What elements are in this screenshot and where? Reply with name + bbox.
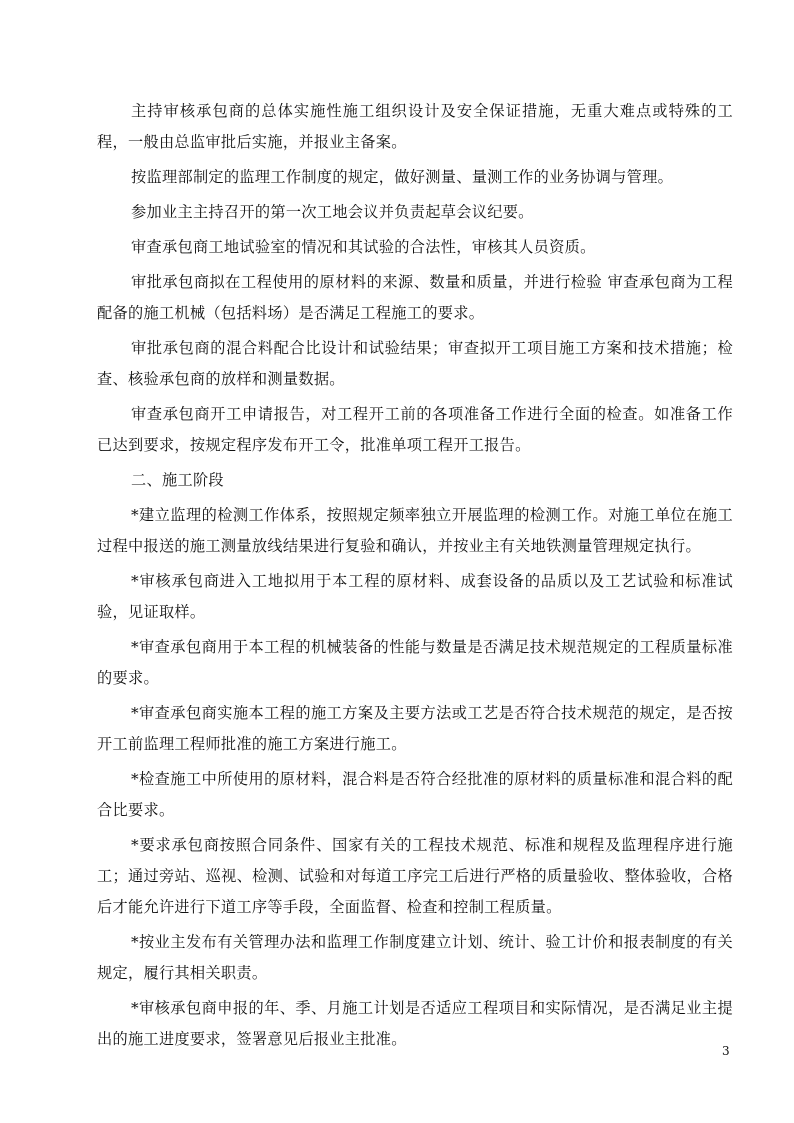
paragraph: 审批承包商拟在工程使用的原材料的来源、数量和质量，并进行检验 审查承包商为工程配备的施工机械（包括料场）是否满足工程施工的要求。 — [97, 273, 733, 322]
section-heading: 二、施工阶段 — [131, 471, 224, 489]
paragraph: 审查承包商开工申请报告，对工程开工前的各项准备工作进行全面的检查。如准备工作已达到要求，按规定程序发布开工令，批准单项工程开工报告。 — [97, 405, 733, 454]
paragraph: 参加业主主持召开的第一次工地会议并负责起草会议纪要。 — [131, 203, 534, 221]
paragraph: 主持审核承包商的总体实施性施工组织设计及安全保证措施，无重大难点或特殊的工程，一般由总监审批后实施，并报业主备案。 — [97, 102, 733, 151]
paragraph: *建立监理的检测工作体系，按照规定频率独立开展监理的检测工作。对施工单位在施工过程中报送的施工测量放线结果进行复验和确认，并按业主有关地铁测量管理规定执行。 — [97, 506, 733, 555]
paragraph: 审批承包商的混合料配合比设计和试验结果；审查拟开工项目施工方案和技术措施；检查、核验承包商的放样和测量数据。 — [97, 339, 733, 388]
paragraph: *要求承包商按照合同条件、国家有关的工程技术规范、标准和规程及监理程序进行施工；通过旁站、巡视、检测、试验和对每道工序完工后进行严格的质量验收、整体验收，合格后才能允许进行下道工序等手段，全面监督、检查和控制工程质量。 — [97, 836, 733, 916]
paragraph: *审查承包商用于本工程的机械装备的性能与数量是否满足技术规范规定的工程质量标准的要求。 — [97, 638, 733, 687]
paragraph: *审查承包商实施本工程的施工方案及主要方法或工艺是否符合技术规范的规定，是否按开工前监理工程师批准的施工方案进行施工。 — [97, 704, 733, 753]
page-number: 3 — [722, 1044, 730, 1058]
paragraph: 审查承包商工地试验室的情况和其试验的合法性，审核其人员资质。 — [131, 238, 596, 256]
body-text — [97, 96, 733, 1059]
paragraph: *审核承包商进入工地拟用于本工程的原材料、成套设备的品质以及工艺试验和标准试验，见证取样。 — [97, 572, 733, 621]
paragraph: 按监理部制定的监理工作制度的规定，做好测量、量测工作的业务协调与管理。 — [131, 168, 674, 186]
paragraph: *按业主发布有关管理办法和监理工作制度建立计划、统计、验工计价和报表制度的有关规定，履行其相关职责。 — [97, 933, 733, 982]
paragraph: *检查施工中所使用的原材料，混合料是否符合经批准的原材料的质量标准和混合料的配合比要求。 — [97, 770, 733, 819]
paragraph: *审核承包商申报的年、季、月施工计划是否适应工程项目和实际情况，是否满足业主提出的施工进度要求，签署意见后报业主批准。 — [97, 999, 733, 1048]
